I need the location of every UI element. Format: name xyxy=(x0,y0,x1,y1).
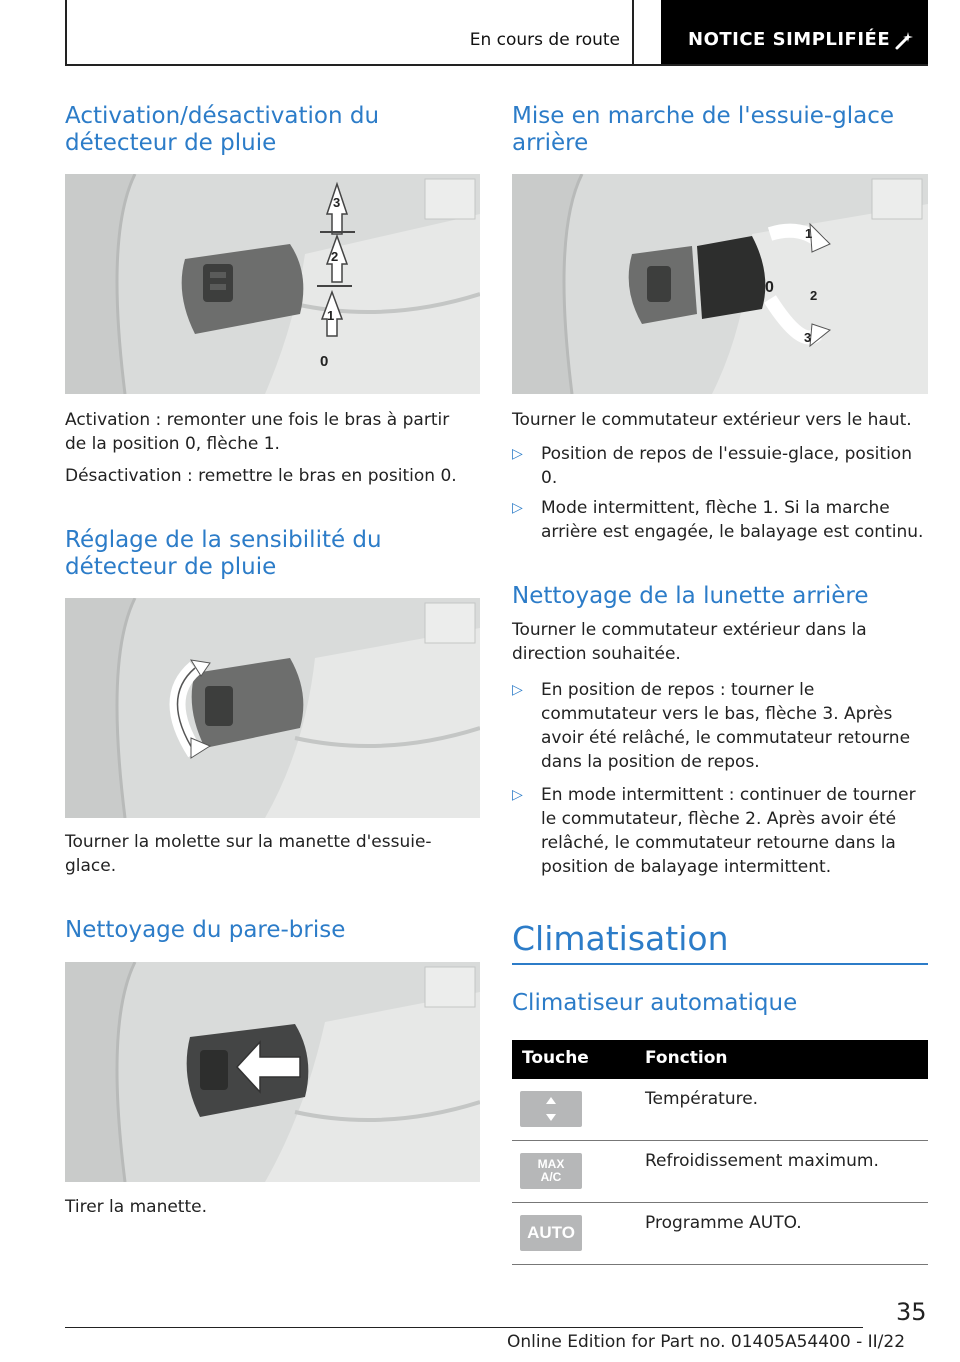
list-item-rest-position xyxy=(512,442,928,490)
table-row xyxy=(512,1203,928,1265)
max-ac-key-icon xyxy=(520,1153,582,1189)
header-rule xyxy=(65,64,928,66)
sparkle-icon xyxy=(893,30,915,52)
arrow-label-2: 2 xyxy=(331,249,339,264)
auto-key-icon xyxy=(520,1215,582,1251)
rear-arrow-label-3: 3 xyxy=(804,330,812,345)
list-item-text: Mode intermittent, flèche 1. Si la marche arrière est engagée, le balayage est continu. xyxy=(541,498,924,542)
header-notice-label: NOTICE SIMPLIFIÉE xyxy=(688,29,891,50)
arrow-label-3: 3 xyxy=(333,195,341,210)
text-pull: Tirer la manette. xyxy=(65,1197,208,1217)
triangle-bullet-icon: ▷ xyxy=(512,500,523,516)
heading-auto-ac: Climatiseur automatique xyxy=(512,990,798,1016)
max-ac-key-label: MAX A/C xyxy=(537,1157,565,1184)
table-header xyxy=(512,1040,928,1079)
list-item-rest-turn-down xyxy=(512,678,928,774)
triangle-bullet-icon: ▷ xyxy=(512,682,523,698)
figure-pull-lever xyxy=(65,962,480,1182)
list-item-intermittent-continue xyxy=(512,783,928,879)
list-item-text: Position de repos de l'essuie-glace, position 0. xyxy=(541,444,912,488)
col-key-header: Touche xyxy=(522,1048,589,1068)
list-item-text: En position de repos : tourner le commutateur vers le bas, flèche 3. Après avoir été relâché, le commutateur retourne dans la position de repos. xyxy=(541,680,911,772)
table-row xyxy=(512,1141,928,1203)
table-row xyxy=(512,1079,928,1141)
heading-sensitivity: Réglage de la sensibilité du détecteur de pluie xyxy=(65,527,382,580)
arrow-label-0: 0 xyxy=(320,353,329,370)
page-number: 35 xyxy=(896,1298,927,1326)
rear-arrow-label-2: 2 xyxy=(810,288,818,303)
text-wheel: Tourner la molette sur la manette d'essuie-glace. xyxy=(65,832,432,876)
auto-key-label: AUTO xyxy=(527,1223,575,1242)
climate-rule xyxy=(512,963,928,965)
figure-rain-sensor-lever xyxy=(65,174,480,394)
row-function: Refroidissement maximum. xyxy=(645,1151,879,1171)
climate-table xyxy=(512,1040,928,1265)
text-deactivation: Désactivation : remettre le bras en position 0. xyxy=(65,466,457,486)
heading-climate: Climatisation xyxy=(512,919,729,958)
triangle-bullet-icon: ▷ xyxy=(512,446,523,462)
heading-rear-wiper: Mise en marche de l'essuie-glace arrière xyxy=(512,103,895,156)
list-item-text: En mode intermittent : continuer de tourner le commutateur, flèche 2. Après avoir été relâché, le commutateur retourne dans la position de balayage intermittent. xyxy=(541,785,916,877)
text-turn-up: Tourner le commutateur extérieur vers le haut. xyxy=(512,410,912,430)
col-fn-header: Fonction xyxy=(645,1048,728,1068)
row-function: Programme AUTO. xyxy=(645,1213,802,1233)
heading-rear-window: Nettoyage de la lunette arrière xyxy=(512,583,869,609)
row-function: Température. xyxy=(645,1089,759,1109)
triangle-bullet-icon: ▷ xyxy=(512,787,523,803)
figure-sensitivity-wheel xyxy=(65,598,480,818)
list-item-intermittent xyxy=(512,496,928,544)
text-activation: Activation : remonter une fois le bras à partir de la position 0, flèche 1. xyxy=(65,410,450,454)
header-section-label: En cours de route xyxy=(469,30,620,50)
arrow-label-1: 1 xyxy=(327,308,335,323)
rear-arrow-label-0: 0 xyxy=(765,279,774,296)
figure-rear-wiper-switch xyxy=(512,174,928,394)
heading-windshield: Nettoyage du pare-brise xyxy=(65,917,346,943)
footer-rule xyxy=(65,1327,863,1328)
rear-arrow-label-1: 1 xyxy=(805,226,813,241)
text-turn-direction: Tourner le commutateur extérieur dans la direction souhaitée. xyxy=(512,620,867,664)
temperature-key-icon xyxy=(520,1091,582,1127)
heading-rain-sensor: Activation/désactivation du détecteur de pluie xyxy=(65,103,380,156)
footer-edition: Online Edition for Part no. 01405A54400 - II/22 xyxy=(507,1332,906,1352)
header-notice-tab xyxy=(661,0,928,66)
header-section-tab xyxy=(66,0,634,64)
